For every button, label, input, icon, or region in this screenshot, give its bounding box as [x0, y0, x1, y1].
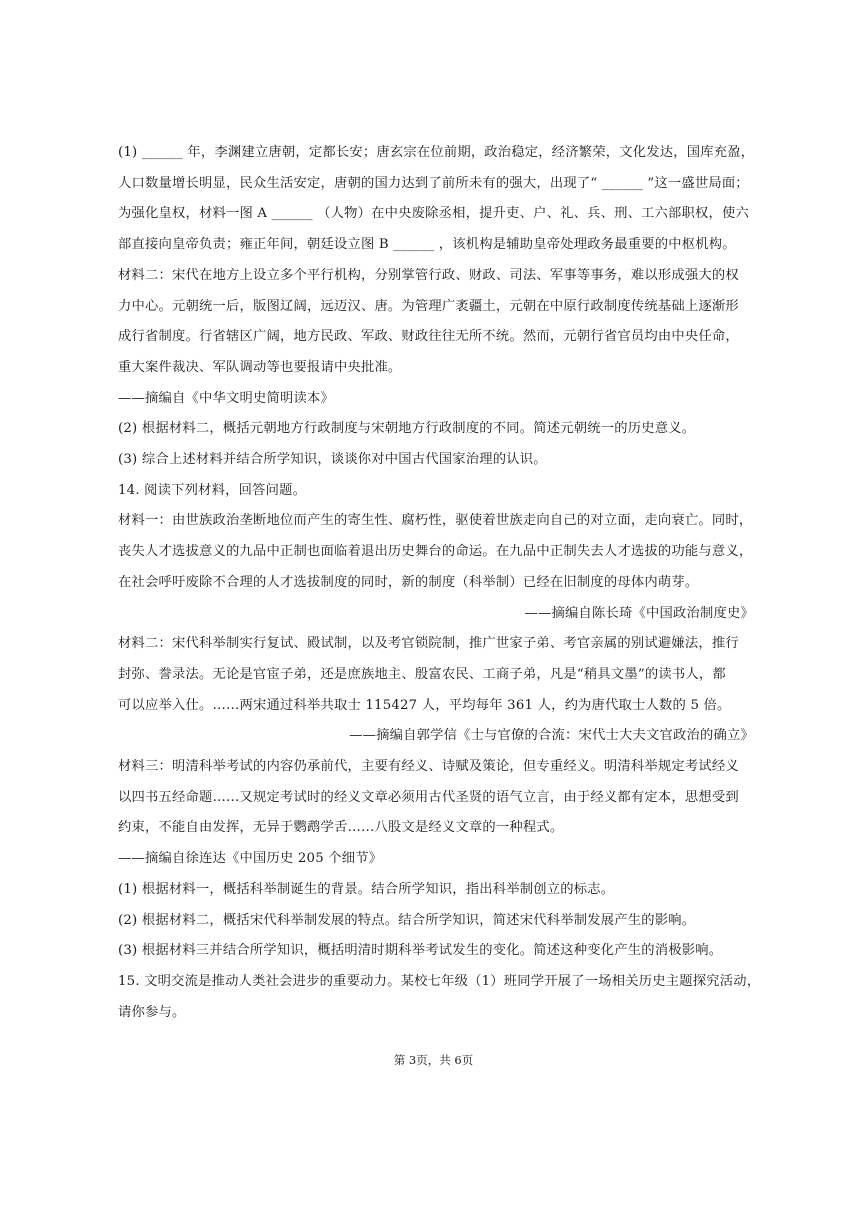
question-2: (2) 根据材料二，概括元朝地方行政制度与宋朝地方行政制度的不同。简述元朝统一的历史意义。: [118, 421, 696, 437]
material-2-source: ——摘编自《中华文明史简明读本》: [118, 390, 334, 406]
question-1-line: 为强化皇权，材料一图 A ______ （人物）在中央废除丞相，提升吏、户、礼、兵、刑、工六部职权，使六: [118, 206, 750, 222]
q14-material-3-line: 约束，不能自由发挥，无异于鹦鹉学舌……八股文是经义文章的一种程式。: [118, 820, 564, 836]
question-1-line: 人口数量增长明显，民众生活安定，唐朝的国力达到了前所未有的强大，出现了“ ______ ”这一盛世局面；: [118, 175, 749, 191]
material-2-line: 材料二：宋代在地方上设立多个平行机构，分别掌管行政、财政、司法、军事等事务，难以形成强大的权: [118, 267, 739, 283]
question-3: (3) 综合上述材料并结合所学知识，谈谈你对中国古代国家治理的认识。: [118, 452, 547, 468]
q14-material-1-line: 丧失人才选拔意义的九品中正制也面临着退出历史舞台的命运。在九品中正制失去人才选拔的功能与意义，: [118, 544, 753, 560]
q14-question-3: (3) 根据材料三并结合所学知识，概括明清时期科举考试发生的变化。简述这种变化产生的消极影响。: [118, 943, 723, 959]
q14-question-1: (1) 根据材料一，概括科举制诞生的背景。结合所学知识，指出科举制创立的标志。: [118, 881, 615, 897]
q14-material-1-source: ——摘编自陈长琦《中国政治制度史》: [524, 605, 754, 621]
question-1-line: (1) ______ 年，李渊建立唐朝，定都长安；唐玄宗在位前期，政治稳定，经济繁荣，文化发达，国库充盈，: [118, 145, 755, 160]
material-2-line: 成行省制度。行省辖区广阔，地方民政、军政、财政往往无所不统。然而，元朝行省官员均由中央任命，: [118, 329, 739, 345]
q14-material-2-line: 封弥、誊录法。无论是官宦子弟，还是庶族地主、殷富农民、工商子弟，凡是“稍具文墨”的读书人，都: [118, 666, 726, 682]
q14-material-1-line: 在社会呼吁废除不合理的人才选拔制度的同时，新的制度（科举制）已经在旧制度的母体内萌芽。: [118, 574, 699, 590]
question-15-line: 15. 文明交流是推动人类社会进步的重要动力。某校七年级（1）班同学开展了一场相关历史主题探究活动，: [118, 973, 761, 989]
q14-material-1-line: 材料一：由世族政治垄断地位而产生的寄生性、腐朽性，驱使着世族走向自己的对立面，走向衰亡。同时，: [118, 513, 753, 529]
q14-material-2-line: 材料二：宋代科举制实行复试、殿试制，以及考官锁院制，推广世家子弟、考官亲属的别试避嫌法，推行: [118, 636, 739, 652]
page-content: [118, 138, 761, 1028]
question-15-line: 请你参与。: [118, 1004, 186, 1020]
q14-material-2-source: ——摘编自郭学信《士与官僚的合流：宋代士大夫文官政治的确立》: [349, 728, 754, 744]
q14-material-3-line: 材料三：明清科举考试的内容仍承前代，主要有经义、诗赋及策论，但专重经义。明清科举规定考试经义: [118, 759, 739, 775]
material-2-line: 重大案件裁决、军队调动等也要报请中央批准。: [118, 359, 402, 375]
material-2-line: 力中心。元朝统一后，版图辽阔，远迈汉、唐。为管理广袤疆土，元朝在中原行政制度传统基础上逐渐形: [118, 298, 739, 314]
q14-material-2-line: 可以应举入仕。……两宋通过科举共取士 115427 人，平均每年 361 人，约为唐代取士人数的 5 倍。: [118, 697, 731, 713]
q14-question-2: (2) 根据材料二，概括宋代科举制发展的特点。结合所学知识，简述宋代科举制发展产生的影响。: [118, 912, 696, 928]
q14-material-3-line: 以四书五经命题……又规定考试时的经义文章必须用古代圣贤的语气立言，由于经义都有定本，思想受到: [118, 789, 739, 805]
question-1-line: 部直接向皇帝负责；雍正年间，朝廷设立图 B ______ ，该机构是辅助皇帝处理政务最重要的中枢机构。: [118, 237, 736, 253]
question-14-title: 14. 阅读下列材料，回答问题。: [118, 482, 307, 498]
page-number: 第 3页，共 6页: [393, 1053, 474, 1067]
q14-material-3-source: ——摘编自徐连达《中国历史 205 个细节》: [118, 851, 383, 867]
